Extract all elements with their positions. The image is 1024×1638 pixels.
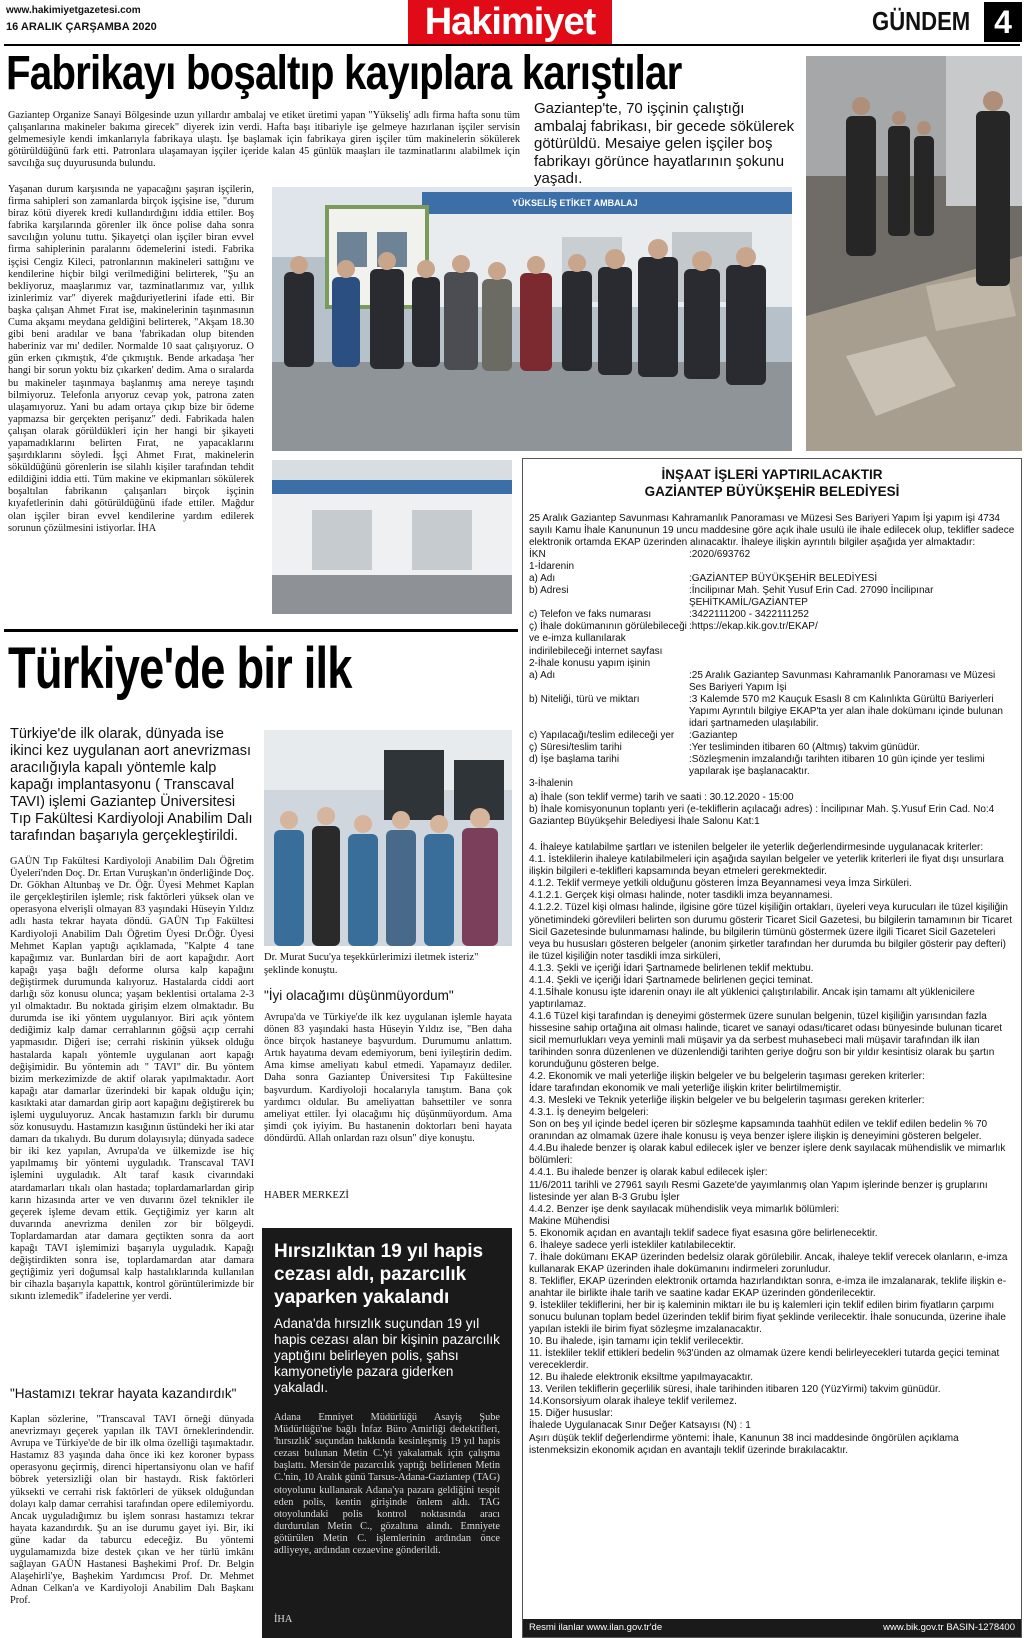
tender-detail-value: :2020/693762 — [689, 549, 751, 561]
empty-factory-photo — [806, 56, 1022, 451]
tender-condition: 5. Ekonomik açıdan en avantajlı teklif sadece fiyat esasına göre belirlenecektir. — [529, 1227, 878, 1239]
issue-date: 16 ARALIK ÇARŞAMBA 2020 — [6, 21, 157, 33]
tender-detail-key: 3-İhalenin — [529, 778, 573, 790]
tender-detail-row — [529, 585, 1015, 609]
tender-condition: Son on beş yıl içinde bedel içeren bir sözleşme kapsamında taahhüt edilen ve teklif edilen bedelin % 70 oranından az olmamak üzere ihale konusu iş veya benzer işlere ilişkin iş deneyimini gösteren belgeler. — [529, 1119, 988, 1143]
tender-detail-row — [529, 778, 1015, 790]
tender-condition: 4.1.2. Teklif vermeye yetkili olduğunu gösteren İmza Beyannamesi veya İmza Sirküleri. — [529, 878, 912, 890]
article2-body-patient: Avrupa'da ve Türkiye'de ilk kez uygulanan işlemle hayata dönen 83 yaşındaki hasta Hüseyin Yıldız ise, "Ben daha önce birçok hastaneye başvurdum. Durumumu anlattım. Artık hayatıma devam edemiyorum, beni iyileştirin dedim. Ama kimse ameliyatı kabul etmedi. Yapamayız dediler. Daha sonra Gaziantep Üniversitesi Tıp Fakültesine başvurdum. Kardiyoloji hocalarıyla tanıştım. Bana çok yardımcı oldular. Bu ameliyattan bahsettiler ve sonra ameliyat ettiler. İyi olacağımı hiç düşünmüyordum. Ama şimdi çok iyiyim. Bu hastanenin doktorları beni hayata döndürdü. Allah onlardan razı olsun" diye konuştu. — [264, 1012, 512, 1144]
factory-sign-text: YÜKSELİŞ ETİKET AMBALAJ — [512, 198, 638, 208]
article3-agency: İHA — [274, 1614, 293, 1625]
tender-condition: 4.4.2. Benzer işe denk sayılacak mühendislik veya mimarlık bölümleri: — [529, 1203, 840, 1215]
tender-condition: 6. İhaleye sadece yerli istekliler katılabilecektir. — [529, 1239, 736, 1251]
tender-detail-row — [529, 658, 1015, 670]
tender-detail-row — [529, 742, 1015, 754]
crime-news-box — [262, 1228, 512, 1638]
tender-condition: Aşırı düşük teklif değerlendirme yöntemi: İhale, Kanunun 38 inci maddesinde öngörülen açıklama istenmeksizin ekonomik açıdan en avantajlı teklif üzerinde bırakılacaktır. — [529, 1432, 959, 1456]
tender-condition: 4.1.2.1. Gerçek kişi olması halinde, noter tasdikli imza beyannamesi. — [529, 890, 833, 902]
article1-intro: Gaziantep Organize Sanayi Bölgesinde uzun yıllardır ambalaj ve etiket üretimi yapan "Yükseliş' adlı firma hafta sonu tüm çalışanlarına makineler bakıma girecek" diyerek izin verdi. Hafta başı itibariyle işe gelmeye hazırlanan işçiler servisin gelmemesiyle kendi imkanlarıyla fabrikaya ulaştı. İşe başlamak için fabrikaya giren işçiler tüm makinelerin sökülerek götürüldüğünü fark etti. Patronlara ulaşamayan işçiler içeride kalan 45 günlük maaşları ile tazminatlarını alabilmek için savcılığa suç duyurusunda bulundu. — [8, 110, 520, 170]
factory-building-photo — [272, 460, 512, 614]
tender-detail-key: b) Adresi — [529, 585, 569, 597]
tender-detail-value — [689, 561, 1015, 573]
tender-condition: 4.1.5İhale konusu işte idarenin onayı ile alt yüklenici çalıştırılabilir. Ancak işin tamamı alt yüklenicilere yaptırılamaz. — [529, 986, 975, 1010]
tender-condition: 4.1.2.2. Tüzel kişi olması halinde, ilgisine göre tüzel kişiliğin ortakları, üyeleri veya kurucuları ile tüzel kişiliğin yönetimindeki görevlileri belirten son durumu gösterir Ticaret Sicil Gazetesi, bu bilgilerin tamamının bir Ticaret Sicil Gazetesinde bulunmaması halinde, bu bilgilerin tümünü göstermek üzere ilgili Ticaret Sicil Gazeteleri veya bu hususları gösteren belgeler (anonim şirketler tarafından her durumda bu bilgiler gösterir pay defteri) ile tüzel kişiliğin noter tasdikli imza sirküleri, — [529, 902, 1012, 962]
tender-condition: Makine Mühendisi — [529, 1215, 610, 1227]
article1-body: Yaşanan durum karşısında ne yapacağını şaşıran işçilerin, firma sahipleri son zamanlarda birçok işçisine ise, "durum biraz kötü diyerek kredi kullandırdığını iddia ettiler. Boş fabrika karşılarında görenler ilk önce polise daha sonra savcılığın yolunu tuttu. Şikayetçi olan işçiler biran evvel firma sahiplerinin paralarını ödemelerini istedi. Fabrika işçisi Cengiz Kileci, patronlarının makineleri sattığını ve kendilerine hiçbir bilgi verilmediğini belirterek, "Şu an bekliyoruz, maaşlarımız var, tazminatlarımız var, yıllık izinlerimiz var" diyerek mağduriyetlerini ifade etti. Bir başka çalışan Ahmet Fırat ise, makinelerinin taşınmasının Cuma akşamı meydana geldiğini belirterek, "Akşam 18.30 gibi beni aradılar ve bana 'fabrikadan olup bitenden haberiniz var mı' dediler. Normalde 10 saat çalışıyoruz. O gün erken çıkmıştık, 4'de çıkmıştık. Bende arkadaşa 'her hangi bir sorun yoktu biz çıkarken' dedim. Ama o sıralarda bu makineler taşınmaya başlanmış ama nereye taşındı bilmiyoruz. Telefonla arıyoruz cevap yok, patrona zaten ulaşamıyoruz. Yani bu adam ortaya çıkıp bize bir ödeme yapmazsa bir gerçekten perişanız" dedi. Fabrikada halen çalışan olarak görüldükleri için her hangi bir şikayeti yapamadıklarını belirten Fırat, ne yapacaklarını şaşırdıklarını söyledi. İşçi Ahmet Fırat, makinelerin söküldüğünü görenlerin ise silahlı kişiler tarafından tehdit edildiğini iddia etti. Tüm makine ve ekipmanları sökülerek boşaltılan fabrikanın çalışanları birçok işçinin kıyafetlerinin dahi götürüldüğünü ifade ettiler. Mağdur olan işçiler biran evvel kendilerine yardım edilerek sorunun çözülmesini istiyorlar. İHA — [8, 184, 254, 534]
tender-condition: 4.1.3. Şekli ve içeriği İdari Şartnamede belirlenen teklif mektubu. — [529, 962, 814, 974]
tender-detail-row — [529, 694, 1015, 730]
tender-detail-value: :3 Kalemde 570 m2 Kauçuk Esaslı 8 cm Kalınlıkta Gürültü Bariyerleri Yapımı Ayrıntılı bilgiye EKAP'ta yer alan ihale dokümanı içinde bulunan idari şartnameden ulaşılabilir. — [689, 693, 1003, 729]
tender-condition: 11. İstekliler teklif ettikleri bedelin %3'ünden az olmamak üzere kendi belirleyecekleri tutarda geçici teminat vereceklerdir. — [529, 1348, 1000, 1372]
article2-body: GAÜN Tıp Fakültesi Kardiyoloji Anabilim Dalı Öğretim Üyeleri'nden Doç. Dr. Ertan Vuruşkan'ın önderliğinde Doç. Dr. Gökhan Altunbaş ve Dr. Öğr. Üyesi Mehmet Kaplan ile gerçekleştirilen işlemle; risk faktörleri yüksek olan ve operasyona elverişli olmayan 83 yaşındaki Hüseyin Yıldız adlı hasta tekrar hayata döndü. GAÜN Tıp Fakültesi Kardiyoloji Anabilim Dalı Öğretim Üyesi Dr.Öğr. Üyesi Mehmet Kaplan yaptığı açıklamada, "Kalpte 4 tane kapağımız var. Bunlardan biri de aort kapağıdır. Aort kapağı yaşa bağlı deforme olursa kalp kapağını değiştirmek durumunda kalıyoruz. Hastalarda ciddi aort darlığı söz konusu olunca; yaşam beklentisi ortalama 2-3 yıl olmaktadır. Bu noktada girişim elzem olmaktadır. Bu durumda ise iki yöntem uygulanıyor. Biri açık yöntem dediğimiz kalp damar cerrahlarının göğsü açıp cerrahi yapmasıdır. Diğeri ise; cerrahi riskinin yüksek olduğu hastalarda kapalı yöntemle uygulanan aort kapağı değişimidir. Bu yöntemin adı " TAVI" dir. Bu yöntem bizim merkezimizde de aktif olarak yapılmaktadır. Aort kapağı atar damarlar üzerindeki bir kapak olduğu için; kasıktaki atar damardan girip aort kapağını değiştirerek bu işlemi uyguluyoruz. Ancak hastamızın farklı bir durumu söz konusuydu. Hastamızın kasığının üstündeki her iki atar damarı da tıkalıydı. Bu durum dolayısıyla; dünyada sadece bir iki kez yapılan, Avrupa'da ve ülkemizde ise hiç yapılmamış bir yöntemi uyguladık. Transcaval TAVI işlemini uyguladık. Alt taraf kasık civarındaki atardamarları tıkalı olan hastada; toplardamarlardan girip karın hizasında arter ve ven duvarını özel teknikler ile geçerek işleme devam ettik. Geçtiğimiz yer karın alt duvarında anevrizma denilen zor bir bölgeydi. Toplardamardan atar damara geçtikten sonra da aort kapağı TAVI işlemimizi başarıyla uyguladık. Kapağı değiştirdikten sonra ise, toplardamardan atar damara geçtiğimiz yeri doğumsal kalp hastalıklarında kullanılan bir cihazla başarıyla kapattık, kontrol görüntülerimizde bir sıkıntı izlemedik" ifadelerine yer verdi. — [10, 856, 254, 1303]
tender-detail-value: :GAZİANTEP BÜYÜKŞEHİR BELEDİYESİ — [689, 573, 878, 585]
tender-detail-row — [529, 754, 1015, 778]
tender-detail-key: b) Niteliği, türü ve miktarı — [529, 693, 640, 705]
tender-condition: 4.2. Ekonomik ve mali yeterliğe ilişkin belgeler ve bu belgelerin taşıması gereken kriterler: — [529, 1071, 925, 1083]
tender-footer-left: Resmi ilanlar www.ilan.gov.tr'de — [529, 1622, 663, 1633]
tender-footer — [523, 1619, 1021, 1637]
article1-headline: Fabrikayı boşaltıp kayıplara karıştılar — [6, 47, 682, 100]
tender-detail-row — [529, 730, 1015, 742]
article2-subhead-recovery: "Hastamızı tekrar hayata kazandırdık" — [10, 1386, 237, 1401]
article2-caption: Dr. Murat Sucu'ya teşekkürlerimizi iletmek isteriz" şeklinde konuştu. — [264, 952, 479, 976]
tender-detail-value — [689, 778, 1015, 790]
tender-detail-row — [529, 621, 1015, 657]
tender-condition: 11/6/2011 tarihli ve 27961 sayılı Resmi Gazete'de yayımlanmış olan Yapım işlerinde benzer iş gruplarını listesinde yer alan B-3 Grubu İşler — [529, 1179, 988, 1203]
tender-conditions — [529, 842, 1015, 1456]
article2-body-continued: Kaplan sözlerine, "Transcaval TAVI örneği dünyada anevrizmayı geçerek yapılan ilk TAVI örneklerindendir. Avrupa ve Türkiye'de de bir ilk olma özelliği taşımaktadır. Hastamız 83 yaşında daha önce iki kez koroner bypass operasyonu geçirmiş, direnci hipertansiyonu olan ve hafif böbrek yetersizliği olan bir hastaydı. Risk faktörleri yüksekti ve cerrahi risk faktörleri de yüksek olduğundan dolayı kalp damar cerrahisi tarafından opere edilemiyordu. Ancak uyguladığımız bu işlem sonrası hastamızı tekrar hayata kazandırdık. Şu an ise durumu gayet iyi. Bir, iki güne kadar da taburcu edeceğiz. Bu yöntemi uygulamamızda bize destek çıkan ve her türlü imkânı sağlayan GAÜN Hastanesi Başhekimi Prof. Dr. Belgin Alaşehirli'ye, Başhekim Yardımcısı Prof. Dr. Mehmet Adnan Celkan'a ve Kardiyoloji Anabilim Dalı Başkanı Prof. — [10, 1414, 254, 1607]
tender-condition: 4.1.6 Tüzel kişi tarafından iş deneyimi göstermek üzere sunulan belgenin, tüzel kişiliğin yarısından fazla hissesine sahip ortağına ait olması halinde, ticaret ve sanayi odası/ticaret odası bünyesinde bulunan ticaret sicil memurlukları veya yeminli mali müşavir ya da serbest muhasebeci mali müşavir tarafından ilk ilan tarihinden sonra düzenlenen ve düzenlendiği tarihten geriye doğru son bir yıldır kesintisiz olarak bu şartın korunduğunu gösteren belge. — [529, 1010, 1003, 1071]
tender-detail-key: a) Adı — [529, 573, 556, 585]
tender-detail-row — [529, 573, 1015, 585]
tender-condition: 4.4.Bu ihalede benzer iş olarak kabul edilecek işler ve benzer işlere denk sayılacak mühendislik ve mimarlık bölümleri: — [529, 1143, 1006, 1167]
tender-detail-value — [689, 658, 1015, 670]
tender-detail-row — [529, 549, 1015, 561]
tender-condition: 4.4.1. Bu ihalede benzer iş olarak kabul edilecek işler: — [529, 1167, 768, 1179]
tender-detail-value: :25 Aralık Gaziantep Savunması Kahramanlık Panoraması ve Müzesi Ses Bariyeri Yapım İşi — [689, 669, 996, 693]
tender-condition: 10. Bu ihalede, işin tamamı için teklif verilecektir. — [529, 1336, 744, 1348]
page-number: 4 — [984, 2, 1022, 42]
tender-notice — [522, 458, 1022, 1638]
tender-detail-value: :Yer tesliminden itibaren 60 (Altmış) takvim günüdür. — [689, 741, 920, 753]
article2-agency: HABER MERKEZİ — [264, 1190, 349, 1201]
article1-bottom-rule — [4, 629, 518, 632]
article2-lead: Türkiye'de ilk olarak, dünyada ise ikinci kez uygulanan aort anevrizması aracılığıyla kapalı yöntemle kalp kapağı implantasyonu ( Transcaval TAVI) işlemi Gaziantep Üniversitesi Tıp Fakültesi Kardiyoloji Anabilim Dalı tarafından başarıyla gerçekleştirildi. — [10, 726, 253, 844]
newspaper-logo: Hakimiyet — [408, 0, 612, 44]
tender-place: b) İhale komisyonunun toplantı yeri (e-tekliflerin açılacağı adres) : İncilipınar Mah. Ş.Yusuf Erin Cad. No:4 Gaziantep Büyükşehir Belediyesi İhale Salonu Kat:1 — [529, 804, 995, 828]
tender-condition: 13. Verilen tekliflerin geçerlilik süresi, ihale tarihinden itibaren 120 (YüzYirmi) takvim günüdür. — [529, 1384, 941, 1396]
tender-title: İNŞAAT İŞLERİ YAPTIRILACAKTIR — [661, 467, 883, 482]
tender-condition: 4.3. Mesleki ve Teknik yeterliğe ilişkin belgeler ve bu belgelerin taşıması gereken kriterler: — [529, 1095, 925, 1107]
tender-detail-row — [529, 561, 1015, 573]
tender-detail-value: :3422111200 - 3422111252 — [689, 609, 809, 621]
medical-team-photo — [264, 730, 512, 946]
tender-condition: 4.3.1. İş deneyim belgeleri: — [529, 1107, 649, 1119]
tender-detail-value: :Sözleşmenin imzalandığı tarihten itibaren 10 gün içinde yer teslimi yapılarak işe başlanacaktır. — [689, 753, 985, 777]
tender-condition: 12. Bu ihalede elektronik eksiltme yapılmayacaktır. — [529, 1372, 753, 1384]
tender-detail-key: ç) İhale dokümanının görülebileceği ve e-imza kullanılarak indirilebileceği internet sayfası — [529, 621, 687, 657]
article3-headline: Hırsızlıktan 19 yıl hapis cezası aldı, pazarcılık yaparken yakalandı — [274, 1241, 484, 1308]
tender-details — [529, 549, 1015, 790]
website-url: www.hakimiyetgazetesi.com — [6, 5, 141, 16]
tender-condition: 14.Konsorsiyum olarak ihaleye teklif verilemez. — [529, 1396, 737, 1408]
tender-detail-row — [529, 609, 1015, 621]
tender-detail-key: a) Adı — [529, 669, 556, 681]
tender-condition: 4.1. İsteklilerin ihaleye katılabilmeleri için aşağıda sayılan belgeler ve yeterlik kriterleri ile fiyat dışı unsurlara ilişkin bilgileri e-teklifleri kapsamında beyan etmeleri gerekmektedir. — [529, 854, 1004, 878]
tender-footer-right: www.bik.gov.tr BASIN-1278400 — [883, 1622, 1015, 1633]
tender-detail-value: :https://ekap.kik.gov.tr/EKAP/ — [689, 621, 818, 633]
factory-workers-photo — [272, 187, 792, 451]
article2-subhead-patient: "İyi olacağımı düşünmüyordum" — [264, 988, 454, 1003]
tender-condition: İhalede Uygulanacak Sınır Değer Katsayısı (N) : 1 — [529, 1420, 751, 1432]
tender-condition: 15. Diğer hususlar: — [529, 1408, 613, 1420]
tender-condition: İdare tarafından ekonomik ve mali yeterliğe ilişkin kriter belirtilmemiştir. — [529, 1083, 842, 1095]
section-title: GÜNDEM — [872, 6, 971, 36]
article3-body: Adana Emniyet Müdürlüğü Asayiş Şube Müdürlüğü'ne bağlı İnfaz Büro Amirliği dedektifleri, 'hırsızlık' suçundan hakkında kesinleşmiş 19 yıl hapis cezası bulunan Metin C.'yi yakalamak için çalışma başlattı. Mersin'de pazarcılık yaptığı belirlenen Metin C.'nin, 10 Aralık günü Tarsus-Adana-Gaziantep (TAG) otoyolunu kullanarak Adana'ya pazara geldiğini tespit eden polis, kentin girişinde önlem aldı. TAG otoyolundaki polis kontrol noktasında aracı durdurulan Metin C., gözaltına alındı. Emniyete götürülen Metin C. işlemlerinin ardından önce adliyeye, ardından cezaevine gönderildi. — [274, 1412, 500, 1557]
tender-detail-key: c) Telefon ve faks numarası — [529, 609, 652, 621]
tender-detail-key: ç) Süresi/teslim tarihi — [529, 741, 622, 753]
tender-detail-key: c) Yapılacağı/teslim edileceği yer — [529, 729, 675, 741]
article2-headline: Türkiye'de bir ilk — [8, 636, 352, 701]
tender-detail-key: İKN — [529, 549, 546, 561]
tender-condition: 4.1.4. Şekli ve içeriği İdari Şartnamede belirlenen geçici teminat. — [529, 974, 814, 986]
article1-lead: Gaziantep'te, 70 işçinin çalıştığı ambalaj fabrikası, bir gecede sökülerek götürüldü. Mesaiye gelen işçiler boş fabrikayı görünce hayatlarının şokunu yaşadı. — [534, 100, 795, 187]
article3-lead: Adana'da hırsızlık suçundan 19 yıl hapis cezası alan bir kişinin pazarcılık yaptığını belirleyen polis, şahsı kamyonetiyle pazara giderken yakaladı. — [274, 1316, 500, 1395]
tender-date: a) İhale (son teklif verme) tarih ve saati : 30.12.2020 - 15:00 — [529, 792, 794, 804]
tender-condition: 9. İstekliler tekliflerini, her bir iş kaleminin miktarı ile bu iş kalemleri için teklif edilen birim fiyatların çarpımı sonucu bulunan toplam bedel üzerinden teklif birim fiyat şeklinde verilecektir. İhale sonucunda, üzerine ihale yapılan istekli ile birim fiyat sözleşme imzalanacaktır. — [529, 1300, 1006, 1336]
tender-detail-key: d) İşe başlama tarihi — [529, 753, 620, 765]
tender-condition: 8. Teklifler, EKAP üzerinden elektronik ortamda hazırlandıktan sonra, e-imza ile imzalanarak, teklife ilişkin e-anahtar ile birlikte ihale tarih ve saatine kadar EKAP üzerinden gönderilecektir. — [529, 1275, 1007, 1299]
tender-detail-key: 1-İdarenin — [529, 561, 575, 573]
tender-institution: GAZİANTEP BÜYÜKŞEHİR BELEDİYESİ — [644, 484, 900, 499]
tender-condition: 4. İhaleye katılabilme şartları ve istenilen belgeler ile yeterlik değerlendirmesinde uygulanacak kriterler: — [529, 842, 984, 854]
tender-condition: 7. İhale dokümanı EKAP üzerinden bedelsiz olarak görülebilir. Ancak, ihaleye teklif verecek olanların, e-imza kullanarak EKAP üzerinden ihale dokümanını indirmeleri zorunludur. — [529, 1251, 1008, 1275]
tender-intro: 25 Aralık Gaziantep Savunması Kahramanlık Panoraması ve Müzesi Ses Bariyeri Yapım İşi yapım işi 4734 sayılı Kamu İhale Kanununun 19 uncu maddesine göre açık ihale usulü ile ihale edilecek olup, teklifler sadece elektronik ortamda EKAP üzerinden alınacaktır. İhaleye ilişkin ayrıntılı bilgiler aşağıda yer almaktadır: — [529, 513, 1015, 549]
tender-detail-row — [529, 670, 1015, 694]
tender-detail-value: :Gaziantep — [689, 729, 738, 741]
tender-detail-key: 2-İhale konusu yapım işinin — [529, 657, 651, 669]
tender-detail-value: :İncilipınar Mah. Şehit Yusuf Erin Cad. 27090 İncilipınar ŞEHİTKAMİL/GAZİANTEP — [689, 585, 934, 609]
